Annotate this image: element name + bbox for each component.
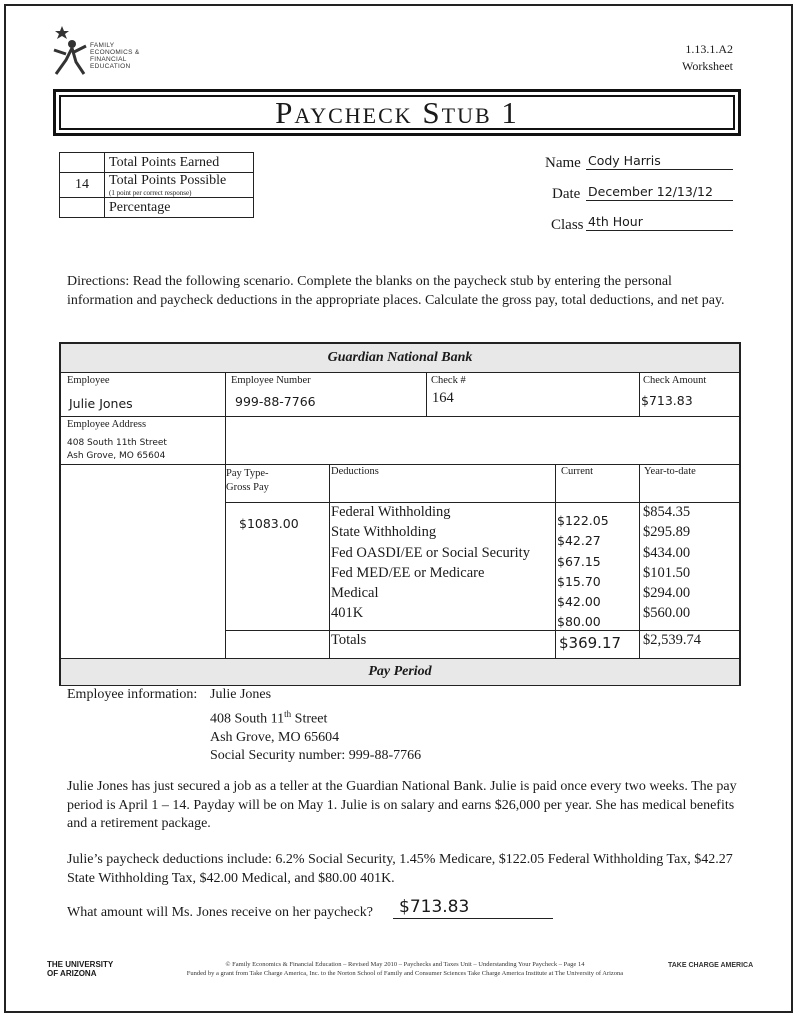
gross-pay-field[interactable]: $1083.00 (239, 516, 299, 531)
answer-field[interactable]: $713.83 (393, 897, 553, 919)
employee-info-block: Julie Jones 408 South 11th Street Ash Grove, MO 65604 Social Security number: 999-88-7766 (210, 687, 422, 764)
name-field[interactable]: Cody Harris (586, 153, 733, 170)
date-label: Date (552, 186, 581, 202)
percentage-label: Percentage (105, 198, 254, 218)
ytd-values: $854.35 $295.89 $434.00 $101.50 $294.00 $560.00 (643, 504, 691, 622)
employee-info-label: Employee information: (67, 687, 198, 702)
university-logo: THE UNIVERSITY OF ARIZONA (47, 960, 114, 978)
page-title: Paycheck Stub 1 (53, 89, 741, 136)
paycheck-stub (59, 342, 741, 686)
class-field[interactable]: 4th Hour (586, 214, 733, 231)
current-label: Current (561, 466, 594, 477)
employee-number-label: Employee Number (231, 375, 311, 386)
employee-number-field[interactable]: 999-88-7766 (235, 394, 316, 409)
check-number-label: Check # (431, 375, 466, 386)
deduction-medical: Medical (331, 585, 379, 602)
fefe-logo-icon (52, 24, 88, 76)
footer-text: © Family Economics & Financial Education – Revised May 2010 – Paychecks and Taxes Unit – Understanding Your Paycheck – Page 14 Funded by a grant from Take Charge America, Inc. to the Norton School of Family and Consumer Sciences Take Charge America Institute at The University of Arizona (186, 961, 624, 977)
deduction-state-withholding: State Withholding (331, 524, 437, 541)
document-code: 1.13.1.A2 Worksheet (681, 42, 733, 73)
deductions-label: Deductions (331, 466, 379, 477)
points-possible-label: Total Points Possible (1 point per correct response) (105, 173, 254, 198)
deduction-social-security: Fed OASDI/EE or Social Security (331, 544, 530, 561)
totals-current-field[interactable]: $369.17 (559, 634, 622, 652)
check-amount-field[interactable]: $713.83 (641, 393, 693, 408)
directions-text: Directions: Read the following scenario. Complete the blanks on the paycheck stub by entering the personal information and paycheck deductions in the appropriate places. Calculate the gross pay, total deductions, and net pay. (67, 274, 725, 308)
scenario-paragraph-2: Julie’s paycheck deductions include: 6.2% Social Security, 1.45% Medicare, $122.05 Federal Withholding Tax, $42.27 State Withholding Tax, $42.00 Medical, and $80.00 401K. (67, 852, 733, 886)
pay-type-label: Pay Type- Gross Pay (226, 468, 269, 493)
date-field[interactable]: December 12/13/12 (586, 184, 733, 201)
deduction-medicare: Fed MED/EE or Medicare (331, 564, 485, 581)
deduction-federal-withholding: Federal Withholding (331, 504, 451, 520)
pay-period-band (61, 658, 739, 685)
points-earned-label: Total Points Earned (105, 153, 254, 173)
check-amount-label: Check Amount (643, 375, 707, 386)
points-table (59, 152, 254, 218)
totals-ytd: $2,539.74 (643, 632, 701, 648)
current-values[interactable]: $122.05 $42.27 $67.15 $15.70 $42.00 $80.00 (557, 513, 609, 630)
scenario-paragraph-1: Julie Jones has just secured a job as a teller at the Guardian National Bank. Julie is paid once every two weeks. The pay period is April 1 – 14. Payday will be on May 1. Julie is on salary and earns $26,000 per year. She has medical benefits and a retirement package. (67, 779, 737, 831)
name-label: Name (545, 155, 581, 171)
deduction-401k: 401K (331, 605, 364, 622)
deduction-names (331, 502, 530, 624)
bank-name-band (61, 344, 739, 373)
bank-name: Guardian National Bank (327, 350, 473, 365)
ytd-label: Year-to-date (644, 466, 696, 477)
org-name: FAMILY ECONOMICS & FINANCIAL EDUCATION (90, 42, 140, 70)
pay-period-label: Pay Period (368, 664, 432, 679)
employee-name-field[interactable]: Julie Jones (69, 396, 133, 411)
class-label: Class (551, 217, 584, 233)
employee-address-field[interactable]: 408 South 11th Street Ash Grove, MO 65604 (67, 438, 167, 461)
totals-label: Totals (331, 632, 367, 648)
take-charge-america-logo: TAKE CHARGE AMERICA (668, 962, 754, 969)
points-possible-value: 14 (60, 173, 105, 198)
employee-label: Employee (67, 375, 110, 386)
points-earned-value[interactable] (60, 153, 105, 173)
check-number-field[interactable]: 164 (432, 390, 454, 406)
employee-address-label: Employee Address (67, 419, 147, 430)
percentage-value[interactable] (60, 198, 105, 218)
question-text: What amount will Ms. Jones receive on her paycheck? (67, 905, 373, 920)
